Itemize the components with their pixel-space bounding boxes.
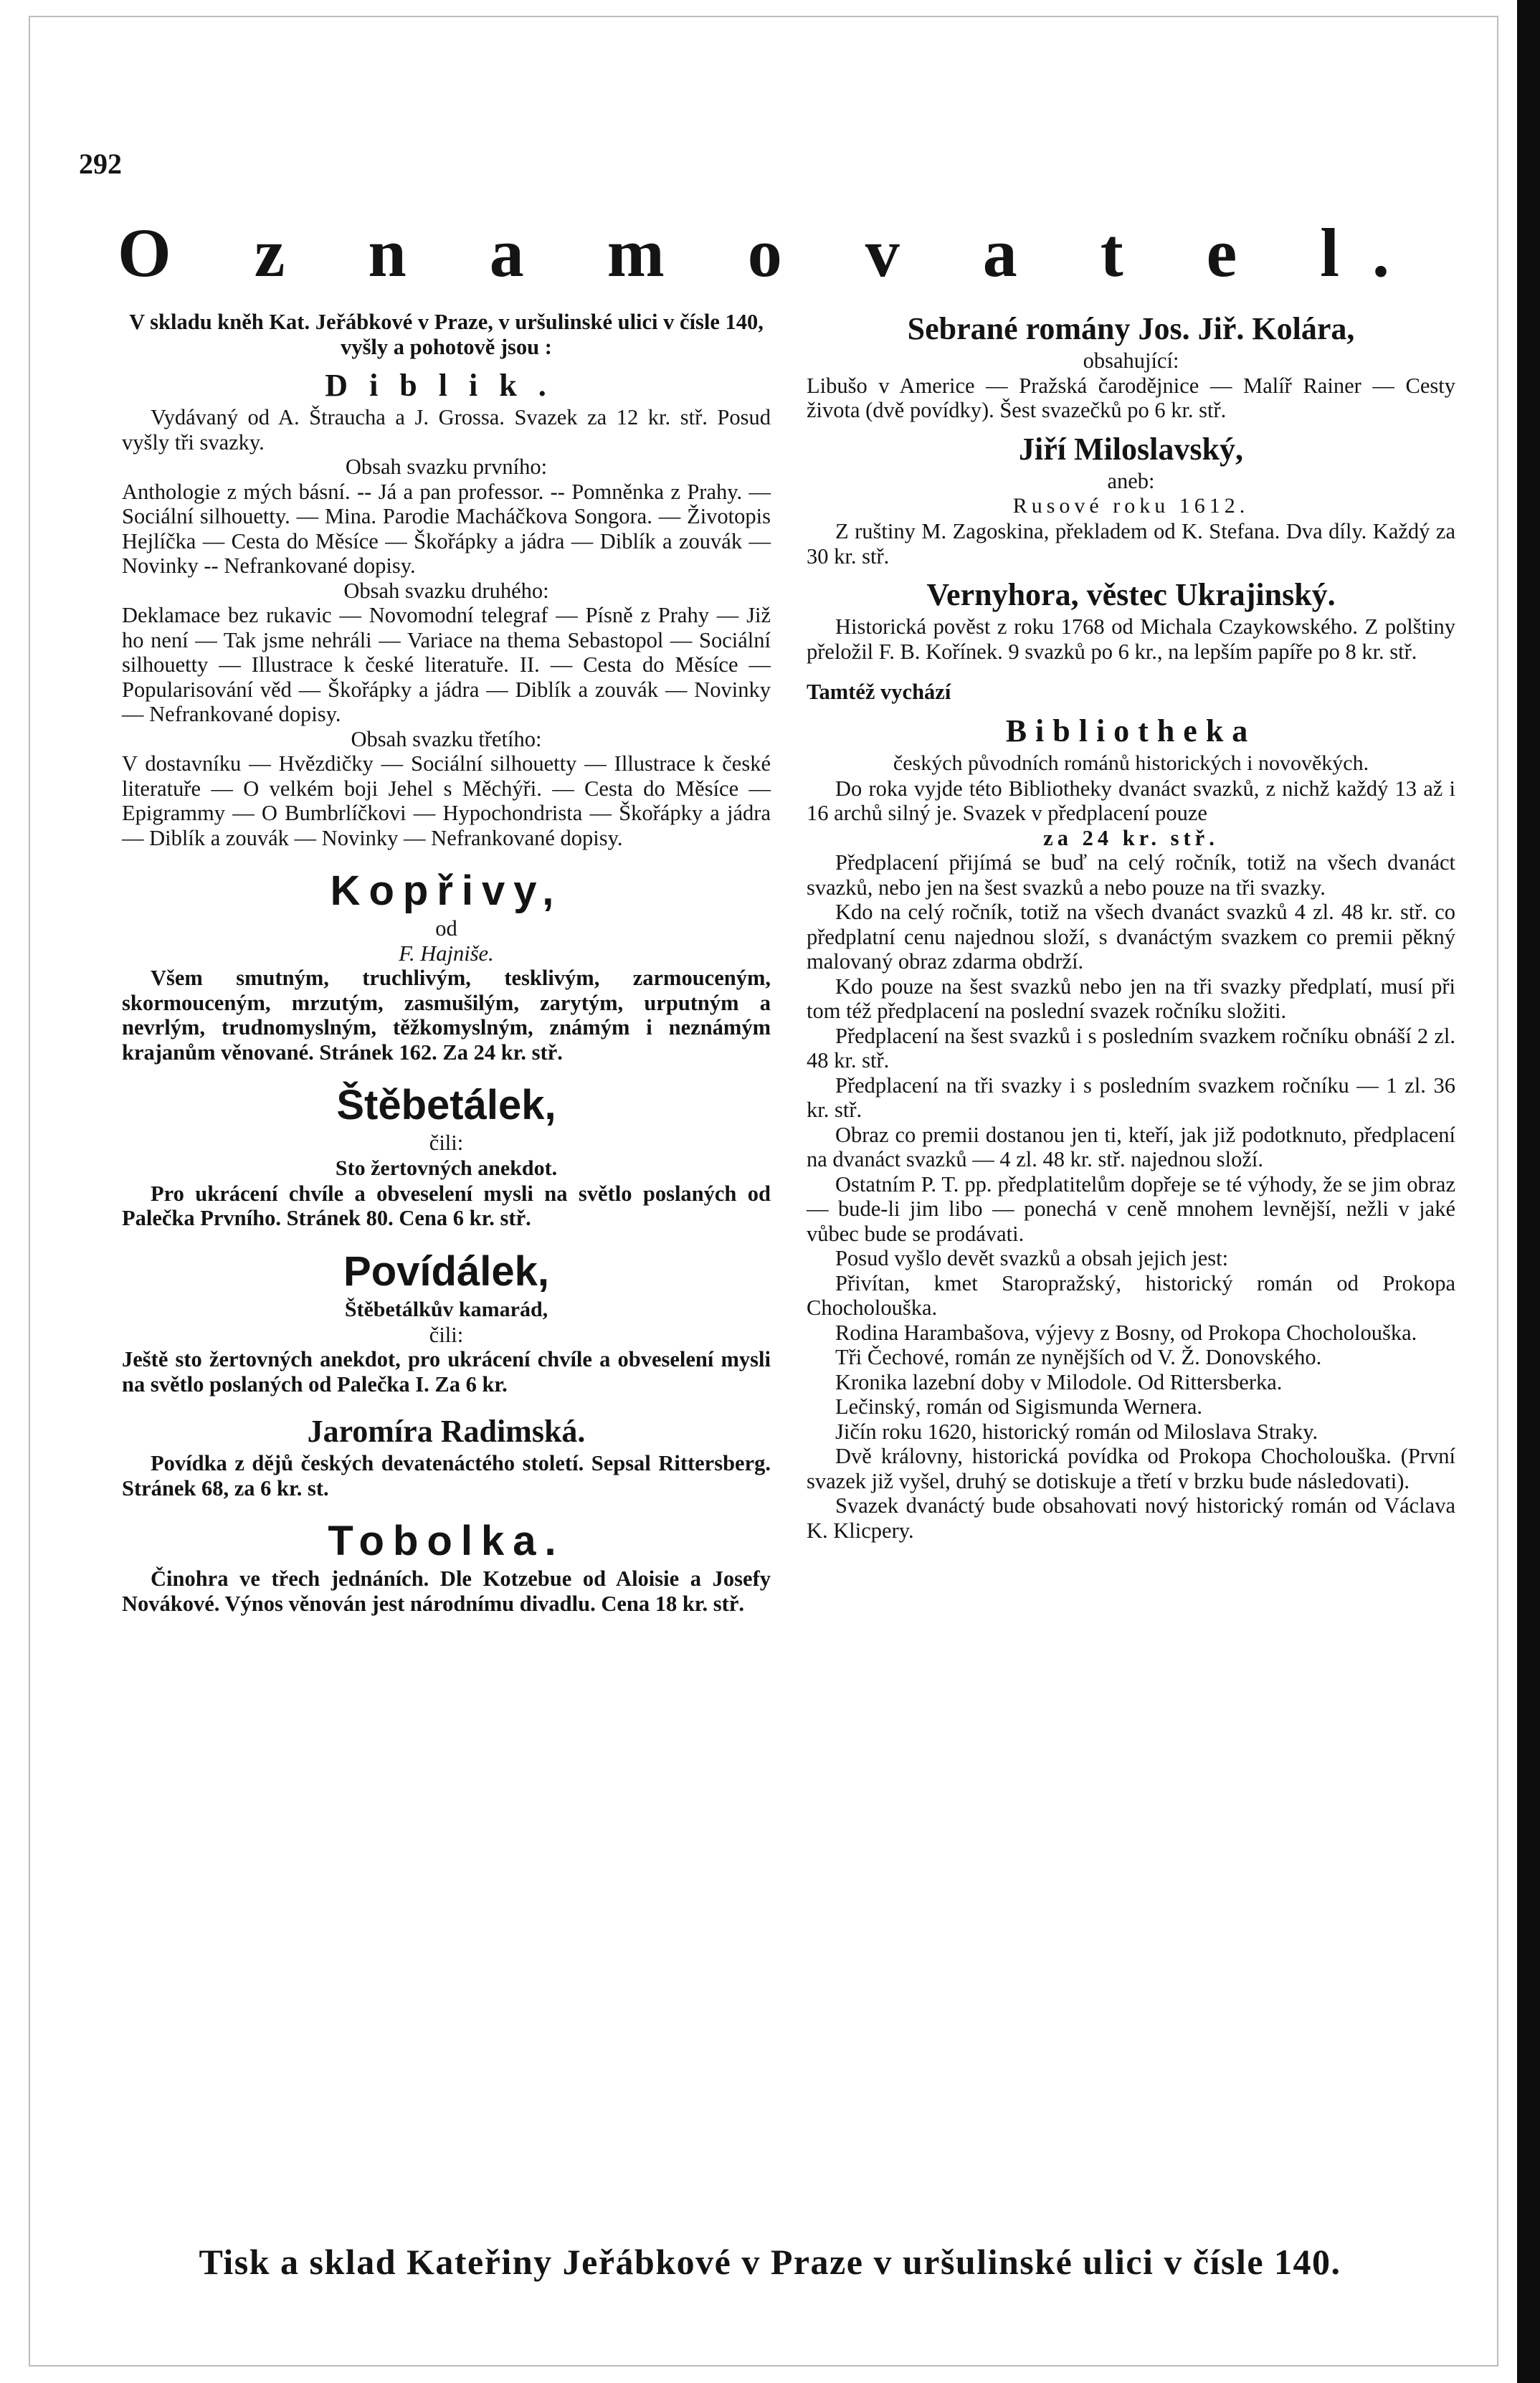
vol1-heading: Obsah svazku prvního: xyxy=(345,455,548,479)
koprivy-by: od xyxy=(435,916,457,941)
bibliotheka-p2: Předplacení přijímá se buď na celý ročník, totiž na všech dvanáct svazků, nebo jen na šest svazků a nebo pouze na tři svazky. xyxy=(807,850,1455,900)
povidalek-title: Povídálek, xyxy=(343,1247,549,1295)
vol3-contents: V dostavníku — Hvězdičky — Sociální silhouetty — Illustrace k české literatuře — O velkém boji Jehel s Měchýři. — Cesta do Měsíce — Epigrammy — O Bumbrlíčkovi — Hypochondrista — Škořápky a jádra — Diblík a zouvák — Novinky — Nefrankované dopisy. xyxy=(122,751,771,850)
vol1-contents: Anthologie z mých básní. -- Já a pan professor. -- Pomněnka z Prahy. — Sociální silhouetty. — Mina. Parodie Macháčkova Songora. — Životopis Hejlíčka — Cesta do Měsíce — Škořápky a jádra — Diblík a zouvák — Novinky -- Nefrankované dopisy. xyxy=(122,479,771,578)
printer-footer: Tisk a sklad Kateřiny Jeřábkové v Praze v uršulinské ulici v čísle 140. xyxy=(199,2242,1341,2282)
stebetalek-text: Pro ukrácení chvíle a obveselení mysli na světlo poslaných od Palečka Prvního. Stránek 80. Cena 6 kr. stř. xyxy=(122,1181,771,1230)
stebetalek-title: Štěbetálek, xyxy=(336,1082,556,1128)
bibliotheka-p9: Posud vyšlo devět svazků a obsah jejich jest: xyxy=(835,1246,1229,1270)
list-item: Tři Čechové, román ze nynějších od V. Ž. Donovského. xyxy=(835,1345,1322,1369)
right-column xyxy=(807,310,1455,1543)
bibliotheka-p8: Ostatním P. T. pp. předplatitelům dopřeje se té výhody, že se jim obraz — bude-li jim libo — ponechá v ceně mnohem levnější, nežli v jaké vůbec bude se prodávati. xyxy=(807,1171,1455,1246)
kolar-text: Libušo v Americe — Pražská čarodějnice — Malíř Rainer — Cesty života (dvě povídky). Šest svazečků po 6 kr. stř. xyxy=(807,373,1455,422)
kolar-title: Sebrané romány Jos. Jiř. Kolára, xyxy=(907,311,1355,346)
jaromira-title: Jaromíra Radimská. xyxy=(307,1414,586,1449)
list-item: Rodina Harambašova, výjevy z Bosny, od Prokopa Chocholouška. xyxy=(835,1320,1417,1345)
bibliotheka-p7: Obraz co premii dostanou jen ti, kteří, jak již podotknuto, předplacení na dvanáct svazků — 4 zl. 48 kr. stř. najednou složí. xyxy=(807,1122,1455,1171)
jaromira-text: Povídka z dějů českých devatenáctého století. Sepsal Rittersberg. Stránek 68, za 6 kr. st. xyxy=(122,1451,771,1500)
miloslavsky-aneb: aneb: xyxy=(1107,468,1155,493)
koprivy-text: Všem smutným, truchlivým, tesklivým, zarmouceným, skormouceným, mrzutým, zasmušilým, zarytým, urputným a nevrlým, trudnomyslným, těžkomyslným, známým i neznámým krajanům věnované. Stránek 162. Za 24 kr. stř. xyxy=(122,966,771,1065)
scan-border xyxy=(1517,0,1540,2383)
list-item: Kronika lazební doby v Milodole. Od Rittersberka. xyxy=(835,1369,1283,1394)
bibliotheka-p3: Kdo na celý ročník, totiž na všech dvanáct svazků 4 zl. 48 kr. stř. co předplatní cenu najednou složí, s dvanáctým svazkem co premii pěkný malovaný obraz zdarma obdrží. xyxy=(807,900,1455,974)
stebetalek-cili: čili: xyxy=(429,1131,464,1155)
diblik-title: Diblik. xyxy=(325,368,568,403)
kolar-sub: obsahující: xyxy=(1083,348,1179,373)
tobolka-title: Tobolka. xyxy=(328,1518,565,1564)
bibliotheka-subtitle: českých původních románů historických i novověkých. xyxy=(893,751,1369,775)
list-item: Jičín roku 1620, historický román od Miloslava Straky. xyxy=(835,1419,1318,1444)
diblik-description: Vydávaný od A. Štraucha a J. Grossa. Svazek za 12 kr. stř. Posud vyšly tři svazky. xyxy=(122,405,771,455)
vol3-heading: Obsah svazku třetího: xyxy=(351,726,542,751)
povidalek-subtitle: Štěbetálkův kamarád, xyxy=(344,1297,548,1321)
list-item: Lečinský, román od Sigismunda Wernera. xyxy=(835,1394,1202,1419)
list-item: Přivítan, kmet Staropražský, historický román od Prokopa Chocholouška. xyxy=(807,1270,1455,1320)
page-title: O z n a m o v a t e l. xyxy=(118,214,1422,291)
miloslavsky-title: Jiří Miloslavský, xyxy=(1019,431,1243,467)
bibliotheka-p4: Kdo pouze na šest svazků nebo jen na tři svazky předplatí, musí při tom též předplacení na poslední svazek ročníku složiti. xyxy=(807,974,1455,1023)
intro-text: V skladu kněh Kat. Jeřábkové v Praze, v uršulinské ulici v čísle 140, vyšly a pohotově jsou : xyxy=(129,310,764,359)
list-item: Svazek dvanáctý bude obsahovati nový historický román od Václava K. Klicpery. xyxy=(807,1493,1455,1543)
povidalek-text: Ještě sto žertovných anekdot, pro ukrácení chvíle a obveselení mysli na světlo poslaných od Palečka I. Za 6 kr. xyxy=(122,1347,771,1397)
miloslavsky-text: Z ruštiny M. Zagoskina, překladem od K. Stefana. Dva díly. Každý za 30 kr. stř. xyxy=(807,519,1455,569)
vol2-heading: Obsah svazku druhého: xyxy=(343,578,549,603)
page-number: 292 xyxy=(79,148,122,180)
list-item: Dvě královny, historická povídka od Prokopa Chocholouška. (První svazek již vyšel, druhý se dotiskuje a třetí v brzku bude následovati). xyxy=(807,1444,1455,1493)
koprivy-title: Kopřivy, xyxy=(330,867,563,914)
bibliotheka-price: za 24 kr. stř. xyxy=(1043,825,1219,850)
koprivy-author: F. Hajniše. xyxy=(399,941,494,966)
vernyhora-title: Vernyhora, věstec Ukrajinský. xyxy=(926,577,1336,612)
bibliotheka-p1: Do roka vyjde této Bibliotheky dvanáct svazků, z nichž každý 13 až i 16 archů silný je. Svazek v předplacení pouze xyxy=(807,776,1455,825)
left-column xyxy=(122,310,771,1616)
vol2-contents: Deklamace bez rukavic — Novomodní telegraf — Písně z Prahy — Již ho není — Tak jsme nehráli — Variace na thema Sebastopol — Sociální silhouetty — Illustrace k české literatuře. II. — Cesta do Měsíce — Popularisování věd — Škořápky a jádra — Diblík a zouvák — Novinky — Nefrankované dopisy. xyxy=(122,603,771,726)
povidalek-cili: čili: xyxy=(429,1322,464,1347)
bibliotheka-p5: Předplacení na šest svazků i s posledním svazkem ročníku obnáší 2 zl. 48 kr. stř. xyxy=(807,1023,1455,1072)
bibliotheka-title: Bibliotheka xyxy=(1005,713,1257,748)
bibliotheka-p6: Předplacení na tři svazky i s posledním svazkem ročníku — 1 zl. 36 kr. stř. xyxy=(807,1072,1455,1122)
tamtez-text: Tamtéž vychází xyxy=(807,680,951,704)
stebetalek-subtitle: Sto žertovných anekdot. xyxy=(335,1156,558,1180)
tobolka-text: Činohra ve třech jednáních. Dle Kotzebue od Aloisie a Josefy Novákové. Výnos věnován jest národnímu divadlu. Cena 18 kr. stř. xyxy=(122,1566,771,1616)
miloslavsky-subtitle: Rusové roku 1612. xyxy=(1012,494,1250,518)
vernyhora-text: Historická pověst z roku 1768 od Michala Czaykowského. Z polštiny přeložil F. B. Kořínek. 9 svazků po 6 kr., na lepším papíře po 8 kr. stř. xyxy=(807,614,1455,664)
